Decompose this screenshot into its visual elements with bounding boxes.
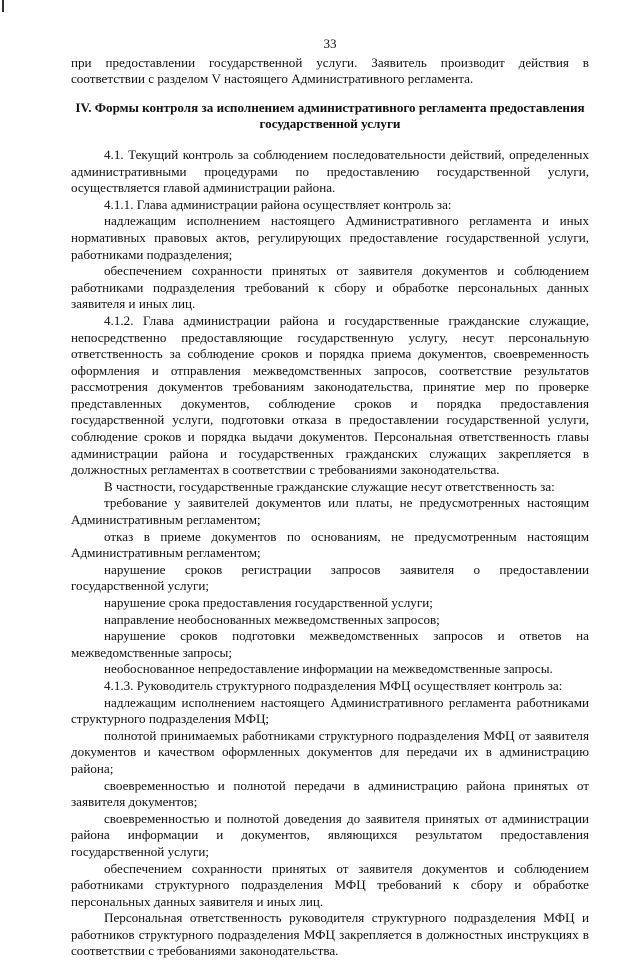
paragraph: 4.1.1. Глава администрации района осуществляет контроль за: [104,196,452,212]
paragraph: нарушение срока предоставления государственной услуги; [104,595,433,610]
paragraph: 4.1. Текущий контроль за соблюдением последовательности действий, определенных административными процедурами по предоставлению государственной услуги, осуществляется главой администрации района. [71,146,589,196]
paragraph: Персональная ответственность руководителя структурного подразделения МФЦ и работников структурного подразделения МФЦ закрепляется в должностных инструкциях в соответствии с требованиями законодательства. [71,910,589,959]
paragraph: полнотой принимаемых работниками структурного подразделения МФЦ от заявителя документов и качеством оформленных документов для передачи их в администрацию района; [71,727,589,776]
paragraph: необоснованное непредоставление информации на межведомственные запросы. [104,661,553,677]
paragraph: требование у заявителей документов или платы, не предусмотренных настоящим Административным регламентом; [71,495,589,528]
paragraph: своевременностью и полнотой передачи в администрацию района принятых от заявителя документов; [71,777,589,810]
paragraph: своевременностью и полнотой доведения до заявителя принятых от администрации района информации и документов, являющихся результатом предоставления государственной услуги; [71,810,589,859]
scan-edge-mark [2,0,4,12]
paragraph: отказ в приеме документов по основаниям, не предусмотренным настоящим Административным регламентом; [71,528,589,561]
paragraph: 4.1.3. Руководитель структурного подразделения МФЦ осуществляет контроль за: [104,677,563,693]
paragraph: обеспечением сохранности принятых от заявителя документов и соблюдением работниками структурного подразделения МФЦ требований к сбору и обработке персональных данных заявителя и иных лиц. [71,860,589,909]
paragraph: нарушение сроков регистрации запросов заявителя о предоставлении государственной услуги; [71,561,589,594]
paragraph: направление необоснованных межведомственных запросов; [104,611,440,627]
paragraph: обеспечением сохранности принятых от заявителя документов и соблюдением работниками подразделения требований к сбору и обработке персональных данных заявителя и иных лиц. [71,263,589,312]
paragraph: В частности, государственные гражданские служащие несут ответственность за: [104,478,555,494]
paragraph: надлежащим исполнением настоящего Административного регламента и иных нормативных правовых актов, регулирующих предоставление государственной услуги, работниками подразделения; [71,213,589,262]
paragraph: нарушение сроков подготовки межведомственных запросов и ответов на межведомственные запросы; [71,628,589,660]
paragraph: надлежащим исполнением настоящего Административного регламента работниками структурного подразделения МФЦ; [71,694,589,727]
page-number: 33 [323,36,337,51]
section-title: IV. Формы контроля за исполнением административного регламента предоставления государственной услуги [75,99,585,132]
paragraph: 4.1.2. Глава администрации района и государственные гражданские служащие, непосредственно предоставляющие государственную услугу, несут персональную ответственность за соблюдение сроков и порядка приема документов, своевременность оформления и отправления межведомственных запросов, соответствие результатов рассмотрения документов требованиям законодательства, принятие мер по проверке представленных документов, соблюдение сроков и порядка предоставления государственной услуги, подготовки отказа в предоставлении государственной услуги, соблюдение сроков и порядка выдачи документов. Персональная ответственность главы администрации района и государственных гражданских служащих закрепляется в должностных регламентах в соответствии с требованиями законодательства. [71,312,589,478]
document-page [71,36,589,960]
intro-paragraph: при предоставлении государственной услуги. Заявитель производит действия в соответствии с разделом V настоящего Административного регламента. [71,54,589,87]
